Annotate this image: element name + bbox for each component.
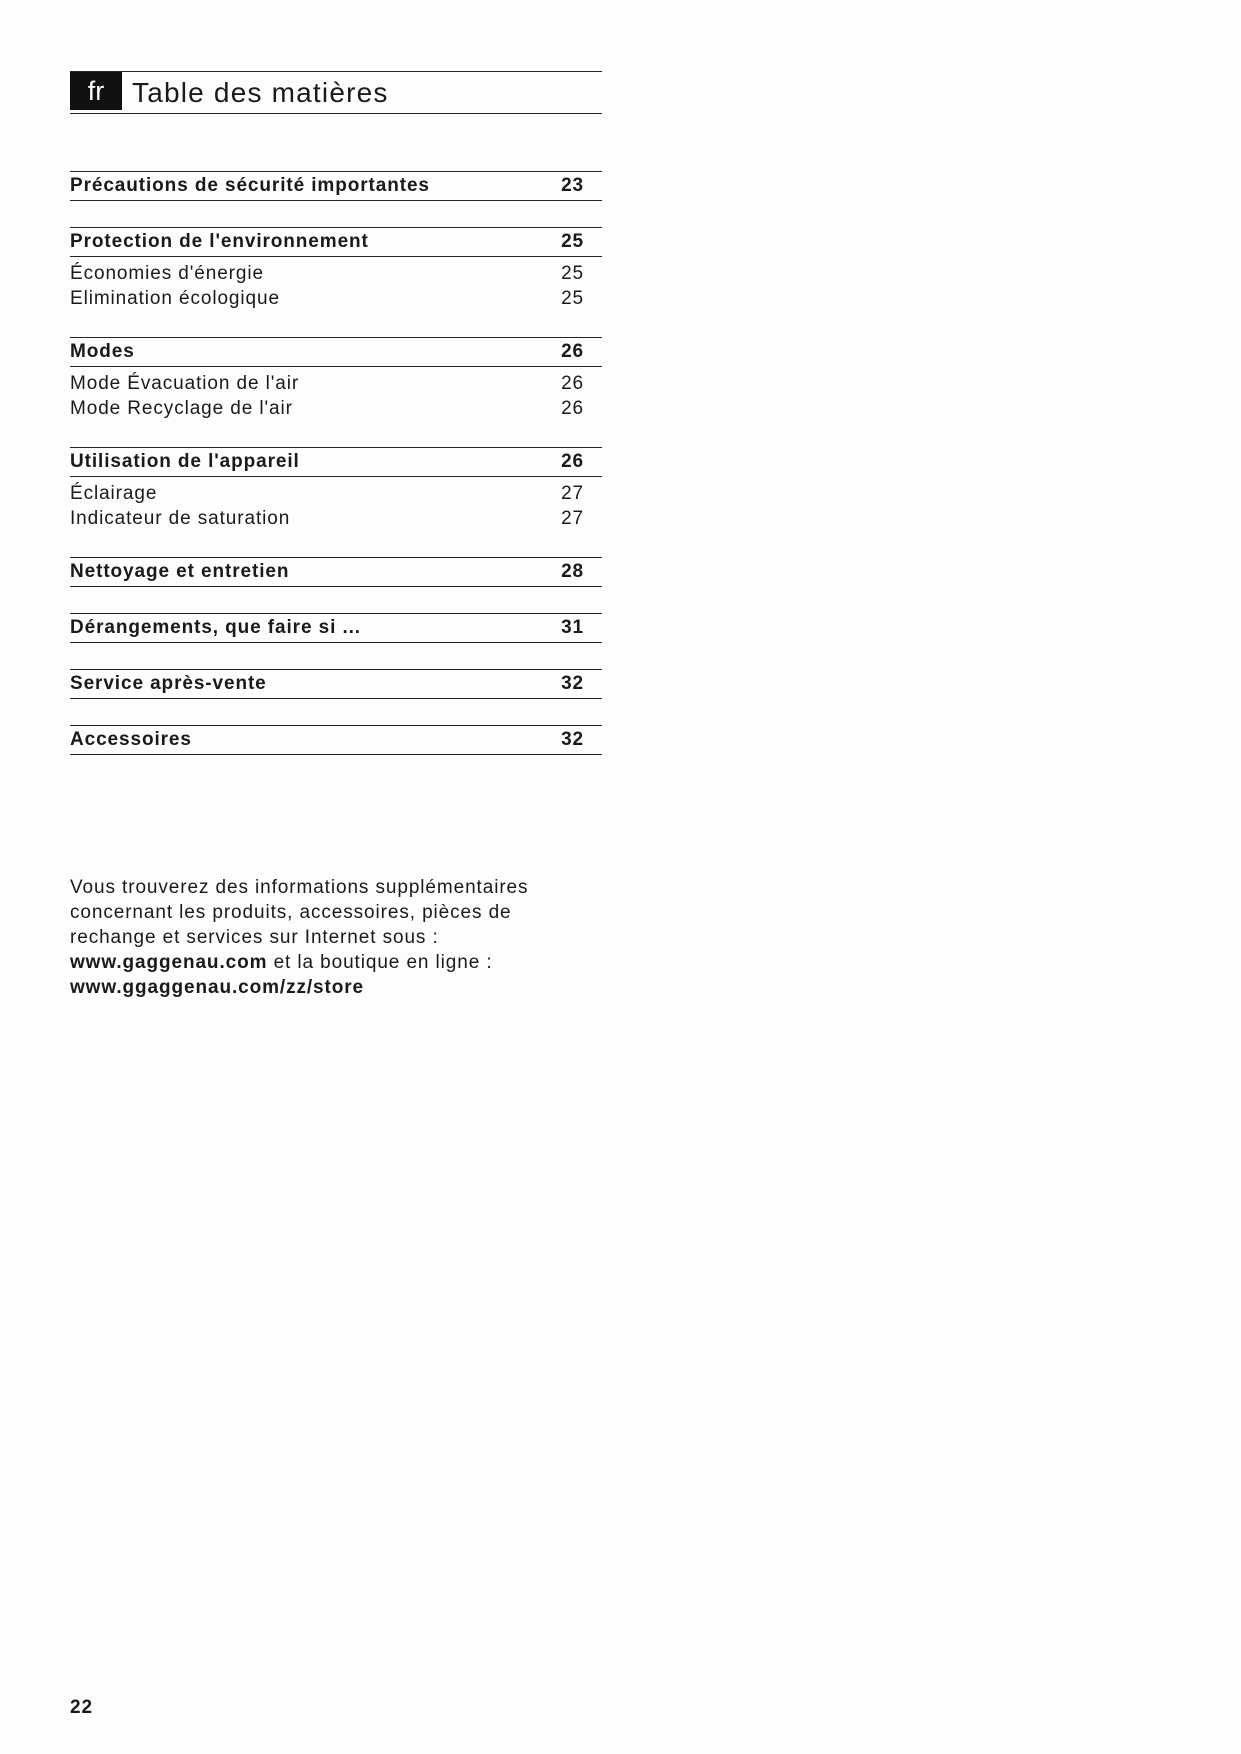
toc-subsection-item[interactable] <box>70 396 602 421</box>
toc-section-title: Modes <box>70 341 135 362</box>
toc-section-heading[interactable] <box>70 227 602 257</box>
toc-subsection-page: 25 <box>561 288 584 309</box>
toc-section-heading[interactable] <box>70 447 602 477</box>
toc-section-title: Nettoyage et entretien <box>70 561 290 582</box>
toc-subsection-title: Mode Recyclage de l'air <box>70 398 293 419</box>
toc-section-title: Précautions de sécurité importantes <box>70 175 430 196</box>
toc-subsection-item[interactable] <box>70 481 602 506</box>
toc-subsection-list <box>70 477 602 531</box>
toc-section-title: Accessoires <box>70 729 192 750</box>
toc-section-page: 25 <box>561 231 584 252</box>
toc-subsection-page: 25 <box>561 263 584 284</box>
toc-section-page: 32 <box>561 673 584 694</box>
toc-section-heading[interactable] <box>70 171 602 201</box>
toc-section-heading[interactable] <box>70 337 602 367</box>
toc-section <box>70 613 602 643</box>
store-link[interactable]: www.ggaggenau.com/zz/store <box>70 977 365 998</box>
toc-section <box>70 447 602 531</box>
toc-section-heading[interactable] <box>70 725 602 755</box>
toc-section <box>70 227 602 311</box>
toc-section-page: 28 <box>561 561 584 582</box>
toc-section-title: Utilisation de l'appareil <box>70 451 300 472</box>
info-line: rechange et services sur Internet sous : <box>70 927 439 948</box>
toc-section <box>70 557 602 587</box>
toc-section-title: Service après-vente <box>70 673 267 694</box>
toc-section <box>70 337 602 421</box>
toc-subsection-page: 26 <box>561 373 584 394</box>
toc-subsection-page: 27 <box>561 483 584 504</box>
toc-subsection-page: 26 <box>561 398 584 419</box>
toc-section-page: 26 <box>561 451 584 472</box>
toc-section-title: Protection de l'environnement <box>70 231 369 252</box>
toc-section-page: 26 <box>561 341 584 362</box>
toc-subsection-page: 27 <box>561 508 584 529</box>
info-line <box>70 975 590 1000</box>
info-line: concernant les produits, accessoires, pièces de <box>70 902 512 923</box>
toc-subsection-list <box>70 367 602 421</box>
toc-subsection-item[interactable] <box>70 261 602 286</box>
info-text: et la boutique en ligne : <box>267 952 493 973</box>
toc-subsection-title: Mode Évacuation de l'air <box>70 373 300 394</box>
page-number: 22 <box>70 1697 93 1718</box>
toc-subsection-item[interactable] <box>70 371 602 396</box>
page-title: Table des matières <box>132 76 389 108</box>
website-link[interactable]: www.gaggenau.com <box>70 952 268 973</box>
toc-section-heading[interactable] <box>70 557 602 587</box>
toc-section <box>70 669 602 699</box>
info-line: Vous trouverez des informations supplémentaires <box>70 877 529 898</box>
toc-section-page: 31 <box>561 617 584 638</box>
table-of-contents <box>70 171 602 781</box>
info-paragraph <box>70 875 590 1000</box>
toc-section-page: 32 <box>561 729 584 750</box>
toc-section-heading[interactable] <box>70 669 602 699</box>
toc-section <box>70 725 602 755</box>
toc-section-heading[interactable] <box>70 613 602 643</box>
info-line <box>70 950 590 975</box>
toc-subsection-item[interactable] <box>70 506 602 531</box>
toc-subsection-title: Éclairage <box>70 483 158 504</box>
toc-section-page: 23 <box>561 175 584 196</box>
toc-subsection-item[interactable] <box>70 286 602 311</box>
toc-section-title: Dérangements, que faire si ... <box>70 617 361 638</box>
language-badge: fr <box>70 72 122 110</box>
toc-subsection-title: Économies d'énergie <box>70 263 264 284</box>
page-header <box>70 71 602 114</box>
toc-subsection-list <box>70 257 602 311</box>
toc-subsection-title: Indicateur de saturation <box>70 508 291 529</box>
toc-subsection-title: Elimination écologique <box>70 288 280 309</box>
toc-section <box>70 171 602 201</box>
